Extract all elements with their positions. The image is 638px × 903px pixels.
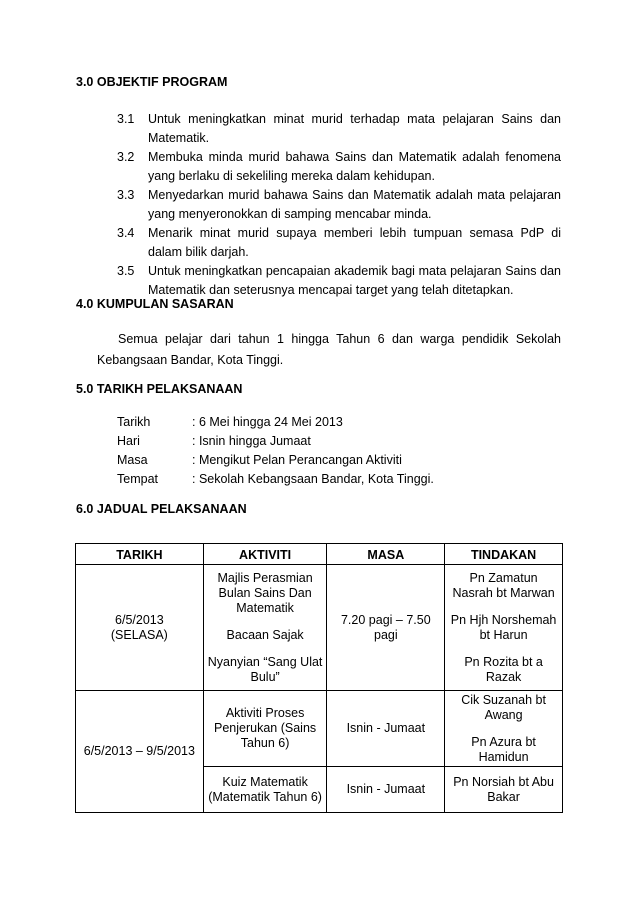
heading-jadual: 6.0 JADUAL PELAKSANAAN — [76, 502, 247, 516]
detail-key: Tempat — [117, 472, 158, 486]
objective-item — [117, 262, 561, 300]
date-text: 6/5/2013 — [115, 612, 164, 627]
person-text: Pn Azura bt Hamidun — [471, 734, 536, 764]
column-header-masa: MASA — [327, 544, 445, 565]
schedule-table — [75, 543, 563, 813]
objective-text: Menarik minat murid supaya memberi lebih tumpuan semasa PdP di dalam bilik darjah. — [148, 226, 561, 259]
objective-text: Membuka minda murid bahawa Sains dan Matematik adalah fenomena yang berlaku di sekeliling mereka dalam kehidupan. — [148, 150, 561, 183]
detail-value: : Sekolah Kebangsaan Bandar, Kota Tinggi. — [192, 472, 434, 486]
tarikh-details — [117, 413, 434, 489]
person-text: Pn Zamatun Nasrah bt Marwan — [452, 570, 555, 600]
column-header-aktiviti: AKTIVITI — [203, 544, 327, 565]
heading-sasaran: 4.0 KUMPULAN SASARAN — [76, 297, 234, 311]
table-row — [76, 565, 563, 691]
detail-row — [117, 413, 434, 432]
cell-aktiviti: Kuiz Matematik (Matematik Tahun 6) — [203, 767, 327, 813]
objective-text: Untuk meningkatkan pencapaian akademik bagi mata pelajaran Sains dan Matematik dan seterusnya mencapai target yang telah ditetapkan. — [148, 264, 561, 297]
column-header-tarikh: TARIKH — [76, 544, 204, 565]
heading-tarikh: 5.0 TARIKH PELAKSANAAN — [76, 382, 243, 396]
cell-tindakan — [445, 565, 563, 691]
detail-key: Tarikh — [117, 415, 151, 429]
objective-number: 3.3 — [117, 188, 135, 202]
objective-item — [117, 110, 561, 148]
objective-number: 3.4 — [117, 226, 135, 240]
detail-key: Hari — [117, 434, 140, 448]
person-text: Cik Suzanah bt Awang — [461, 692, 546, 722]
objective-number: 3.2 — [117, 150, 135, 164]
activity-text: Majlis Perasmian Bulan Sains Dan Matematik — [217, 570, 313, 615]
activity-text: Bacaan Sajak — [226, 627, 304, 642]
cell-tarikh: 6/5/2013 – 9/5/2013 — [76, 691, 204, 813]
cell-tindakan: Pn Norsiah bt Abu Bakar — [445, 767, 563, 813]
sasaran-paragraph: Semua pelajar dari tahun 1 hingga Tahun 6 dan warga pendidik Sekolah Kebangsaan Bandar, Kota Tinggi. — [97, 332, 561, 367]
objective-item — [117, 148, 561, 186]
person-text: Pn Rozita bt a Razak — [464, 654, 543, 684]
detail-key: Masa — [117, 453, 148, 467]
objective-text: Untuk meningkatkan minat murid terhadap mata pelajaran Sains dan Matematik. — [148, 112, 561, 145]
detail-row — [117, 432, 434, 451]
cell-masa: 7.20 pagi – 7.50 pagi — [327, 565, 445, 691]
cell-aktiviti — [203, 565, 327, 691]
person-text: Pn Hjh Norshemah bt Harun — [450, 612, 557, 642]
day-text: (SELASA) — [110, 627, 168, 642]
cell-aktiviti: Aktiviti Proses Penjerukan (Sains Tahun 6) — [203, 691, 327, 767]
table-header-row — [76, 544, 563, 565]
detail-value: : Isnin hingga Jumaat — [192, 434, 311, 448]
objective-number: 3.5 — [117, 264, 135, 278]
detail-row — [117, 451, 434, 470]
activity-text: Nyanyian “Sang Ulat Bulu” — [207, 654, 323, 684]
table-row — [76, 691, 563, 767]
cell-tarikh — [76, 565, 204, 691]
objective-item — [117, 224, 561, 262]
heading-objektif: 3.0 OBJEKTIF PROGRAM — [76, 75, 228, 89]
objective-item — [117, 186, 561, 224]
cell-masa: Isnin - Jumaat — [327, 691, 445, 767]
detail-row — [117, 470, 434, 489]
cell-tindakan — [445, 691, 563, 767]
objective-number: 3.1 — [117, 112, 135, 126]
objective-list — [117, 110, 561, 300]
column-header-tindakan: TINDAKAN — [445, 544, 563, 565]
objective-text: Menyedarkan murid bahawa Sains dan Matematik adalah mata pelajaran yang menyeronokkan di samping mencabar minda. — [148, 188, 561, 221]
cell-masa: Isnin - Jumaat — [327, 767, 445, 813]
detail-value: : Mengikut Pelan Perancangan Aktiviti — [192, 453, 402, 467]
detail-value: : 6 Mei hingga 24 Mei 2013 — [192, 415, 343, 429]
